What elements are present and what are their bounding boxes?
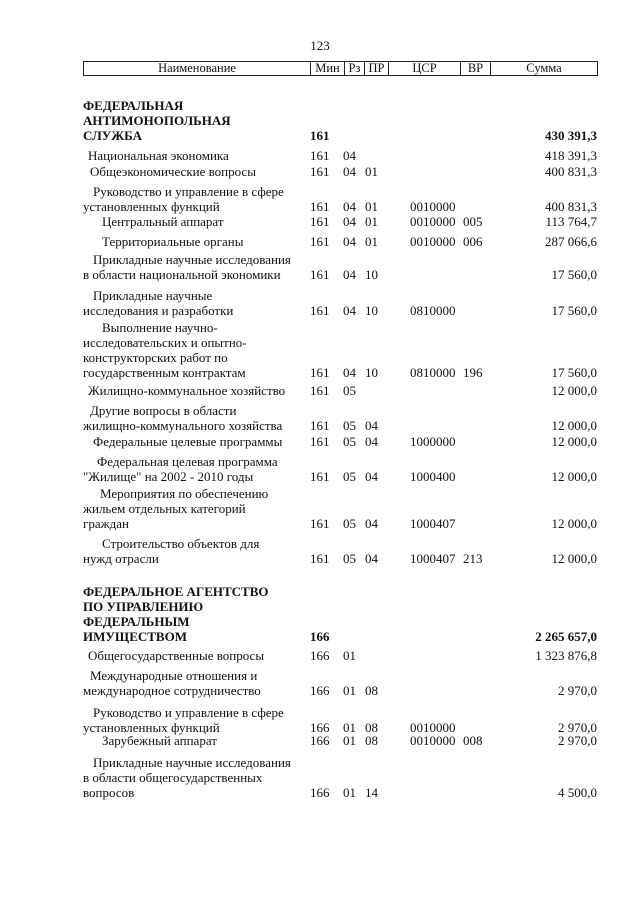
row-name <box>83 668 261 698</box>
row-rz: 05 <box>343 551 356 566</box>
row-sum: 12 000,0 <box>551 434 597 449</box>
header-rz: Рз <box>348 61 361 75</box>
row-pr: 04 <box>365 434 378 449</box>
row-name <box>83 403 282 433</box>
row-min: 161 <box>310 551 330 566</box>
row-csr: 0010000 <box>410 199 456 214</box>
row-name <box>83 234 243 249</box>
row-pr: 01 <box>365 214 378 229</box>
row-name <box>83 584 269 644</box>
row-rz: 05 <box>343 469 356 484</box>
row-min: 161 <box>310 469 330 484</box>
row-pr: 08 <box>365 683 378 698</box>
row-vr: 006 <box>463 234 483 249</box>
row-sum: 17 560,0 <box>551 267 597 282</box>
row-pr: 10 <box>365 303 378 318</box>
row-sum: 12 000,0 <box>551 516 597 531</box>
row-name <box>83 214 224 229</box>
row-csr: 0010000 <box>410 234 456 249</box>
row-name-line: жильем отдельных категорий <box>83 501 246 516</box>
row-name <box>83 454 278 484</box>
row-name-line: Общегосударственные вопросы <box>88 648 265 663</box>
row-rz: 05 <box>343 383 356 398</box>
row-csr: 1000000 <box>410 434 456 449</box>
row-name-line: ФЕДЕРАЛЬНЫМ <box>83 614 190 629</box>
table-row <box>0 148 640 163</box>
table-row <box>0 320 640 380</box>
row-rz: 05 <box>343 434 356 449</box>
table-row <box>0 252 640 282</box>
row-min: 161 <box>310 267 330 282</box>
row-name <box>83 184 284 214</box>
table-row <box>0 164 640 179</box>
row-sum: 4 500,0 <box>558 785 597 800</box>
row-pr: 04 <box>365 418 378 433</box>
header-pr: ПР <box>368 61 385 75</box>
row-name <box>83 383 285 398</box>
row-rz: 05 <box>343 516 356 531</box>
row-name-line: Международные отношения и <box>90 668 258 683</box>
row-min: 166 <box>310 648 330 663</box>
row-min: 161 <box>310 434 330 449</box>
row-min: 166 <box>310 629 330 644</box>
row-pr: 04 <box>365 551 378 566</box>
row-name-line: "Жилище" на 2002 - 2010 годы <box>83 469 254 484</box>
row-sum: 430 391,3 <box>545 128 597 143</box>
row-name-line: Прикладные научные <box>93 288 213 303</box>
row-name-line: Строительство объектов для <box>102 536 260 551</box>
table-row <box>0 184 640 214</box>
row-name-line: Жилищно-коммунальное хозяйство <box>88 383 286 398</box>
row-name-line: ФЕДЕРАЛЬНАЯ <box>83 98 184 113</box>
row-csr: 0010000 <box>410 214 456 229</box>
row-csr: 1000407 <box>410 516 456 531</box>
row-sum: 12 000,0 <box>551 418 597 433</box>
table-row <box>0 98 640 143</box>
row-name-line: Центральный аппарат <box>102 214 224 229</box>
row-min: 161 <box>310 303 330 318</box>
row-name <box>83 252 291 282</box>
row-name <box>83 733 217 748</box>
row-name <box>83 755 291 800</box>
table-row <box>0 214 640 229</box>
row-pr: 01 <box>365 234 378 249</box>
row-min: 161 <box>310 164 330 179</box>
row-name-line: установленных функций <box>83 720 220 735</box>
row-sum: 400 831,3 <box>545 164 597 179</box>
row-min: 161 <box>310 418 330 433</box>
row-rz: 04 <box>343 365 356 380</box>
row-csr: 1000400 <box>410 469 456 484</box>
row-sum: 400 831,3 <box>545 199 597 214</box>
row-sum: 2 970,0 <box>558 720 597 735</box>
row-rz: 01 <box>343 720 356 735</box>
row-rz: 04 <box>343 164 356 179</box>
row-sum: 287 066,6 <box>545 234 597 249</box>
row-csr: 0010000 <box>410 733 456 748</box>
row-rz: 01 <box>343 733 356 748</box>
row-name <box>83 164 256 179</box>
row-name-line: Прикладные научные исследования <box>93 755 291 770</box>
row-sum: 113 764,7 <box>545 214 597 229</box>
row-name <box>83 536 259 566</box>
row-name-line: Общеэкономические вопросы <box>90 164 256 179</box>
header-sum: Сумма <box>526 61 562 75</box>
row-name <box>83 486 268 531</box>
row-name <box>83 320 247 380</box>
row-pr: 08 <box>365 733 378 748</box>
header-csr: ЦСР <box>412 61 437 75</box>
table-row <box>0 454 640 484</box>
row-name <box>83 434 282 449</box>
row-name-line: ПО УПРАВЛЕНИЮ <box>83 599 204 614</box>
row-csr: 0010000 <box>410 720 456 735</box>
row-rz: 04 <box>343 214 356 229</box>
row-name-line: международное сотрудничество <box>83 683 261 698</box>
table-row <box>0 705 640 735</box>
row-name-line: Другие вопросы в области <box>90 403 237 418</box>
row-name-line: вопросов <box>83 785 135 800</box>
row-name-line: жилищно-коммунального хозяйства <box>83 418 283 433</box>
table-row <box>0 383 640 398</box>
row-rz: 04 <box>343 303 356 318</box>
table-row <box>0 536 640 566</box>
table-row <box>0 288 640 318</box>
row-name-line: ФЕДЕРАЛЬНОЕ АГЕНТСТВО <box>83 584 269 599</box>
row-rz: 01 <box>343 683 356 698</box>
row-min: 166 <box>310 785 330 800</box>
row-min: 166 <box>310 683 330 698</box>
row-name-line: исследования и разработки <box>83 303 234 318</box>
row-rz: 04 <box>343 267 356 282</box>
row-name-line: Руководство и управление в сфере <box>93 705 284 720</box>
row-min: 166 <box>310 733 330 748</box>
row-min: 161 <box>310 365 330 380</box>
table-row <box>0 584 640 644</box>
row-csr: 0810000 <box>410 303 456 318</box>
row-name-line: Руководство и управление в сфере <box>93 184 284 199</box>
row-name-line: установленных функций <box>83 199 220 214</box>
row-min: 161 <box>310 234 330 249</box>
row-name-line: Территориальные органы <box>102 234 244 249</box>
row-rz: 05 <box>343 418 356 433</box>
row-name-line: Мероприятия по обеспечению <box>100 486 269 501</box>
row-csr: 0810000 <box>410 365 456 380</box>
row-name-line: граждан <box>83 516 129 531</box>
row-sum: 2 265 657,0 <box>535 629 597 644</box>
row-name-line: Зарубежный аппарат <box>102 733 217 748</box>
row-min: 161 <box>310 516 330 531</box>
row-name-line: нужд отрасли <box>83 551 159 566</box>
row-sum: 17 560,0 <box>551 365 597 380</box>
table-row <box>0 234 640 249</box>
row-rz: 04 <box>343 199 356 214</box>
row-sum: 17 560,0 <box>551 303 597 318</box>
row-pr: 04 <box>365 469 378 484</box>
row-name-line: Национальная экономика <box>88 148 229 163</box>
row-pr: 01 <box>365 164 378 179</box>
table-row <box>0 755 640 800</box>
row-rz: 04 <box>343 148 356 163</box>
row-name <box>83 288 233 318</box>
header-vr: ВР <box>467 61 484 75</box>
row-min: 161 <box>310 214 330 229</box>
row-sum: 2 970,0 <box>558 683 597 698</box>
row-vr: 005 <box>463 214 483 229</box>
row-min: 166 <box>310 720 330 735</box>
row-name-line: ИМУЩЕСТВОМ <box>83 629 187 644</box>
row-pr: 08 <box>365 720 378 735</box>
table-row <box>0 648 640 663</box>
row-name-line: конструкторских работ по <box>83 350 228 365</box>
row-name-line: Прикладные научные исследования <box>93 252 291 267</box>
row-vr: 008 <box>463 733 483 748</box>
row-rz: 01 <box>343 785 356 800</box>
row-name-line: Федеральная целевая программа <box>97 454 278 469</box>
row-vr: 196 <box>463 365 483 380</box>
row-name-line: в области общегосударственных <box>83 770 263 785</box>
row-sum: 2 970,0 <box>558 733 597 748</box>
row-name-line: государственным контрактам <box>83 365 246 380</box>
row-name-line: исследовательских и опытно- <box>83 335 247 350</box>
row-name-line: Федеральные целевые программы <box>93 434 283 449</box>
row-pr: 14 <box>365 785 378 800</box>
row-sum: 1 323 876,8 <box>535 648 597 663</box>
row-name <box>83 148 229 163</box>
table-row <box>0 668 640 698</box>
row-name-line: в области национальной экономики <box>83 267 281 282</box>
row-name-line: Выполнение научно- <box>102 320 218 335</box>
row-pr: 01 <box>365 199 378 214</box>
row-sum: 12 000,0 <box>551 469 597 484</box>
row-rz: 04 <box>343 234 356 249</box>
row-min: 161 <box>310 199 330 214</box>
row-sum: 418 391,3 <box>545 148 597 163</box>
row-min: 161 <box>310 383 330 398</box>
row-pr: 10 <box>365 267 378 282</box>
row-min: 161 <box>310 128 330 143</box>
row-min: 161 <box>310 148 330 163</box>
row-name <box>83 98 231 143</box>
row-sum: 12 000,0 <box>551 551 597 566</box>
row-pr: 04 <box>365 516 378 531</box>
table-row <box>0 486 640 531</box>
row-name-line: СЛУЖБА <box>83 128 142 143</box>
header-name: Наименование <box>158 61 236 75</box>
table-row <box>0 403 640 433</box>
row-name <box>83 648 264 663</box>
row-csr: 1000407 <box>410 551 456 566</box>
row-name-line: АНТИМОНОПОЛЬНАЯ <box>83 113 231 128</box>
header-min: Мин <box>315 61 340 75</box>
table-row <box>0 733 640 748</box>
table-row <box>0 434 640 449</box>
row-vr: 213 <box>463 551 483 566</box>
row-name <box>83 705 284 735</box>
row-rz: 01 <box>343 648 356 663</box>
row-pr: 10 <box>365 365 378 380</box>
row-sum: 12 000,0 <box>551 383 597 398</box>
page-number: 123 <box>310 38 330 53</box>
